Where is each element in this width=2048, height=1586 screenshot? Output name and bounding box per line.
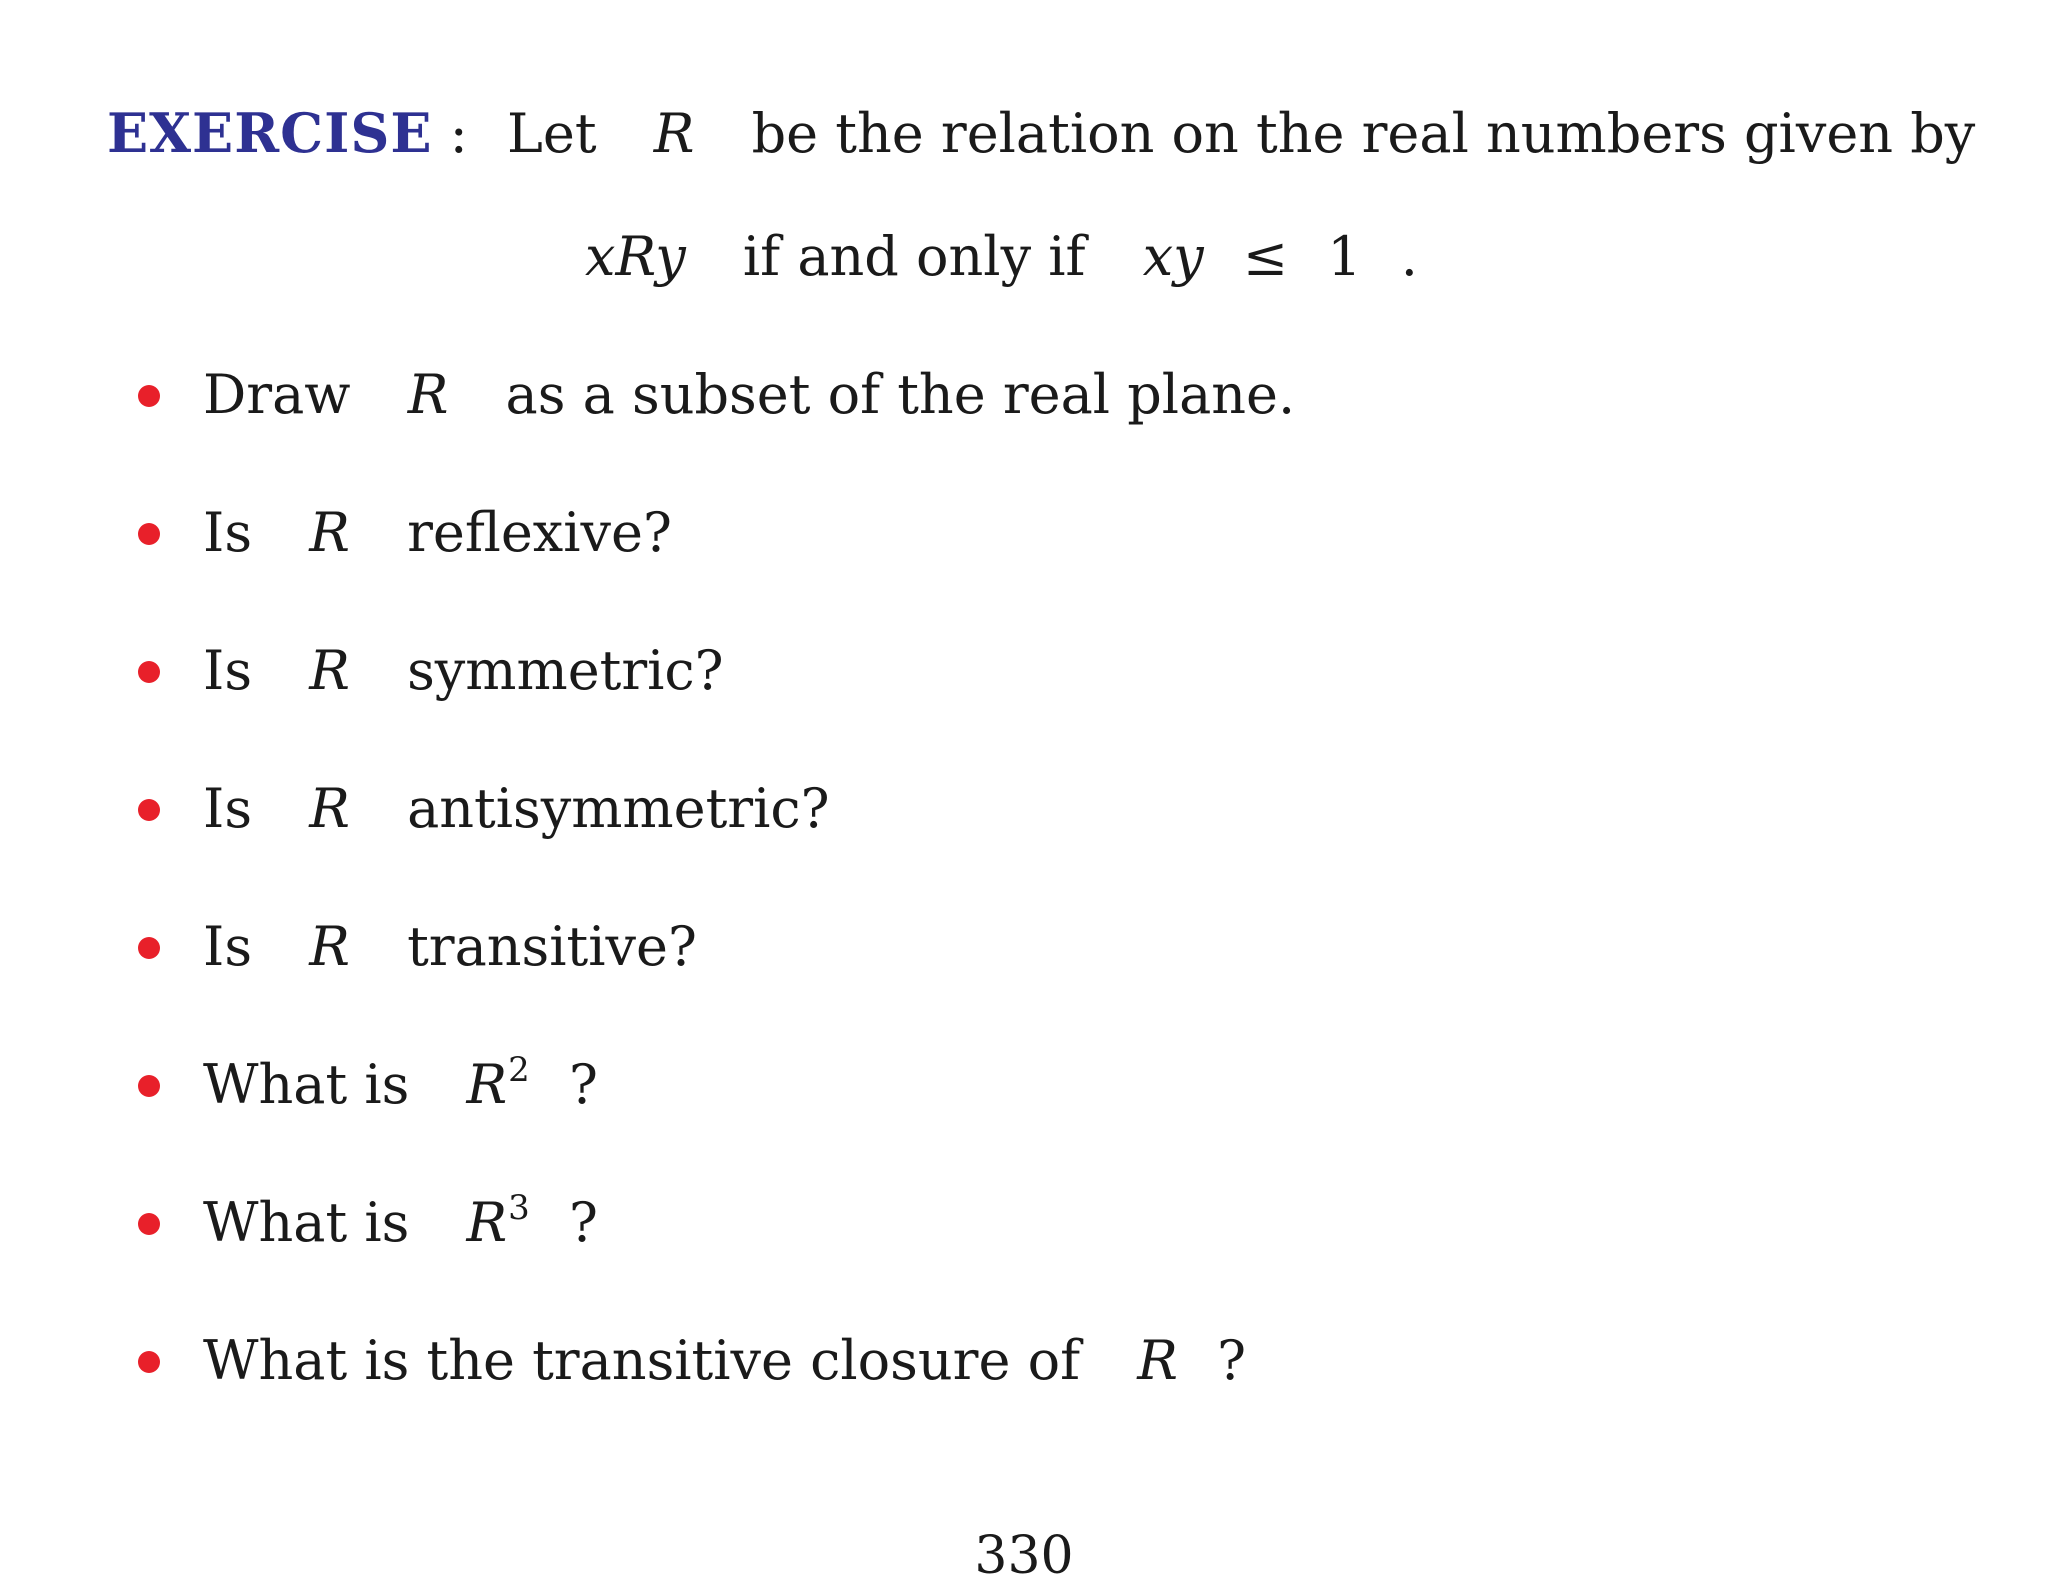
relation-definition: [0, 222, 2048, 292]
bullet-dot-icon: [138, 661, 160, 683]
item-before: What is: [203, 1191, 410, 1254]
definition-relation: ≤: [1242, 225, 1289, 288]
item-after: ?: [568, 1053, 598, 1116]
item-before: Is: [203, 777, 253, 840]
exercise-var: R: [653, 102, 695, 165]
item-before: Is: [203, 639, 253, 702]
item-after: symmetric?: [407, 639, 724, 702]
item-after: ?: [568, 1191, 598, 1254]
page-number: 330: [974, 1526, 1074, 1586]
bullet-dot-icon: [138, 937, 160, 959]
bullet-dot-icon: [138, 1075, 160, 1097]
item-var: R: [309, 915, 350, 978]
exercise-label: EXERCISE: [107, 101, 433, 165]
exercise-intro-suffix: be the relation on the real numbers given by: [751, 102, 1976, 165]
definition-lhs: xRy: [585, 225, 686, 288]
item-before: What is: [203, 1053, 410, 1116]
exercise-colon: :: [449, 102, 468, 165]
bullet-dot-icon: [138, 385, 160, 407]
item-var: R: [309, 501, 350, 564]
bullet-dot-icon: [138, 1351, 160, 1373]
item-var: R: [309, 777, 350, 840]
item-after: reflexive?: [407, 501, 672, 564]
bullet-dot-icon: [138, 1213, 160, 1235]
item-exponent: 2: [508, 1050, 530, 1090]
item-var: R: [466, 1053, 508, 1116]
exercise-heading: [107, 98, 1975, 169]
definition-end: .: [1400, 225, 1418, 288]
item-before: Is: [203, 501, 253, 564]
item-after: as a subset of the real plane.: [505, 363, 1296, 426]
item-var: R: [1137, 1329, 1178, 1392]
item-var: R: [466, 1191, 508, 1254]
definition-rhs-expr: xy: [1142, 225, 1204, 288]
item-var: R: [407, 363, 449, 426]
item-before: What is the transitive closure of: [203, 1329, 1081, 1392]
bullet-dot-icon: [138, 799, 160, 821]
item-after: transitive?: [407, 915, 697, 978]
item-after: ?: [1217, 1329, 1247, 1392]
definition-bound: 1: [1327, 225, 1362, 288]
bullet-dot-icon: [138, 523, 160, 545]
definition-connector: if and only if: [742, 225, 1086, 288]
item-exponent: 3: [508, 1188, 530, 1228]
item-after: antisymmetric?: [407, 777, 830, 840]
item-before: Is: [203, 915, 253, 978]
item-before: Draw: [203, 363, 351, 426]
item-var: R: [309, 639, 350, 702]
exercise-intro-prefix: Let: [507, 102, 597, 165]
